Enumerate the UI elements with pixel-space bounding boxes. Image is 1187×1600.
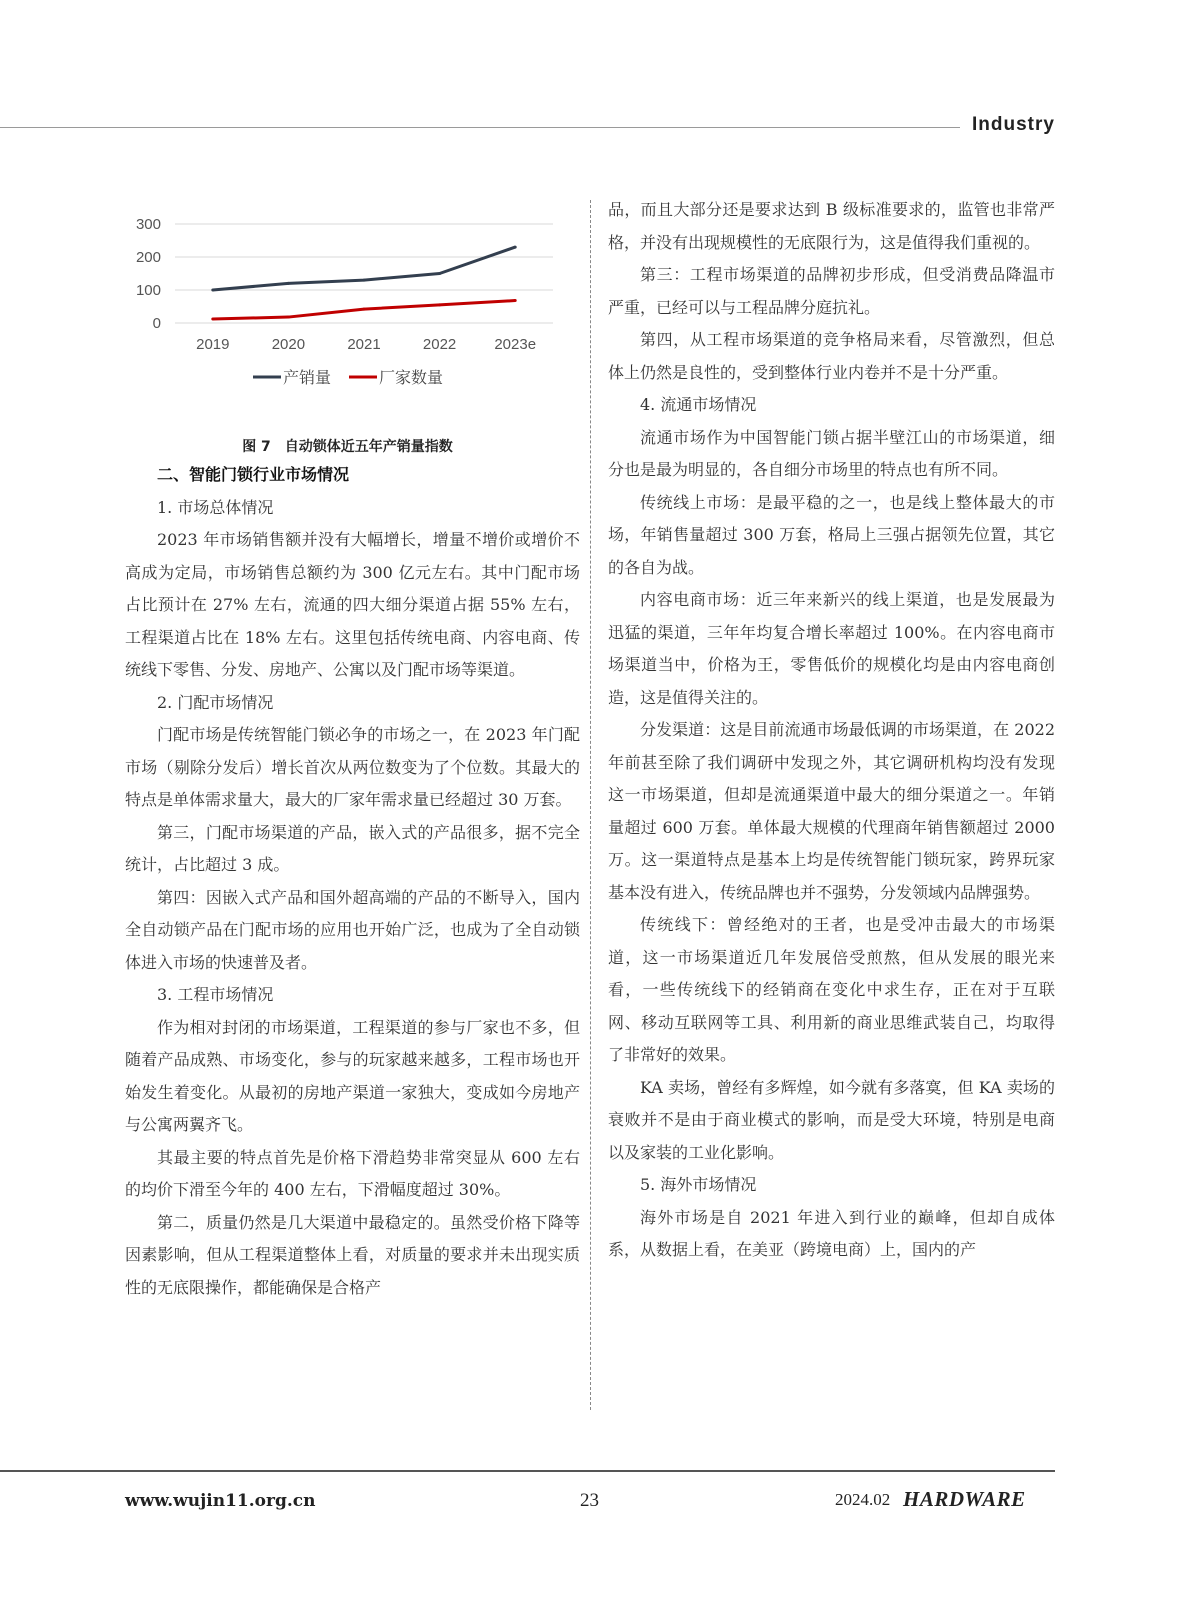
paragraph-continued: 品，而且大部分还是要求达到 B 级标准要求的，监管也非常严格，并没有出现规模性的无底限行为，这是值得我们重视的。	[608, 200, 1055, 252]
paragraph: 作为相对封闭的市场渠道，工程渠道的参与厂家也不多，但随着产品成熟、市场变化，参与的玩家越来越多，工程市场也开始发生着变化。从最初的房地产渠道一家独大，变成如今房地产与公寓两翼齐飞。	[125, 1017, 580, 1134]
footer-rule	[0, 1470, 1055, 1472]
data-point	[514, 246, 517, 249]
y-tick-label: 200	[135, 249, 161, 266]
issue-date: 2024.02	[835, 1490, 891, 1509]
y-tick-label: 100	[135, 282, 161, 299]
x-tick-label: 2022	[422, 336, 457, 353]
data-point	[287, 316, 290, 319]
y-tick-label: 300	[135, 216, 161, 233]
series-line	[213, 247, 515, 290]
section-label: Industry	[972, 114, 1055, 135]
page-number: 23	[580, 1490, 599, 1511]
sales-index-chart	[125, 212, 570, 412]
paragraph: 第三，门配市场渠道的产品，嵌入式的产品很多，据不完全统计，占比超过 3 成。	[125, 822, 580, 874]
data-point	[438, 272, 441, 275]
column-divider	[590, 200, 591, 1410]
left-column	[125, 459, 580, 1304]
paragraph: 门配市场是传统智能门锁必争的市场之一，在 2023 年门配市场（剔除分发后）增长首次从两位数变为了个位数。其最大的特点是单体需求量大，最大的厂家年需求量已经超过 30 万套。	[125, 725, 580, 809]
subsection-title-circulation: 4. 流通市场情况	[640, 395, 757, 414]
magazine-title: HARDWARE	[903, 1487, 1026, 1511]
x-tick-label: 2023e	[494, 336, 537, 353]
paragraph: 海外市场是自 2021 年进入到行业的巅峰，但却自成体系，从数据上看，在美亚（跨境电商）上，国内的产	[608, 1207, 1055, 1259]
right-column	[608, 194, 1055, 1267]
paragraph: KA 卖场，曾经有多辉煌，如今就有多落寞，但 KA 卖场的衰败并不是由于商业模式的影响，而是受大环境，特别是电商以及家装的工业化影响。	[608, 1077, 1055, 1162]
paragraph: 第三：工程市场渠道的品牌初步形成，但受消费品降温市严重，已经可以与工程品牌分庭抗礼。	[608, 265, 1055, 317]
paragraph: 2023 年市场销售额并没有大幅增长，增量不增价或增价不高成为定局，市场销售总额约为 300 亿元左右。其中门配市场占比预计在 27% 左右，流通的四大细分渠道占据 55% 左右，工程渠道占比在 18% 左右。这里包括传统电商、内容电商、传统线下零售、分发、房地产、公寓以及门配市场等渠道。	[125, 530, 580, 679]
legend-label: 产销量	[283, 368, 332, 387]
data-point	[438, 303, 441, 306]
data-point	[211, 289, 214, 292]
x-tick-label: 2020	[271, 336, 306, 353]
subsection-title-project: 3. 工程市场情况	[157, 985, 274, 1004]
y-tick-label: 0	[152, 315, 161, 332]
paragraph: 传统线上市场：是最平稳的之一，也是线上整体最大的市场，年销售量超过 300 万套，格局上三强占据领先位置，其它的各自为战。	[608, 492, 1055, 577]
footer-website: www.wujin11.org.cn	[125, 1491, 316, 1511]
paragraph: 传统线下：曾经绝对的王者，也是受冲击最大的市场渠道，这一市场渠道近几年发展倍受煎熬，但从发展的眼光来看，一些传统线下的经销商在变化中求生存，正在对于互联网、移动互联网等工具、利用新的商业思维武装自己，均取得了非常好的效果。	[608, 915, 1055, 1064]
header-rule	[0, 127, 960, 128]
data-point	[363, 308, 366, 311]
section-heading: 二、智能门锁行业市场情况	[157, 465, 350, 484]
data-point	[514, 299, 517, 302]
subsection-title-door: 2. 门配市场情况	[157, 692, 274, 712]
x-tick-label: 2019	[196, 336, 230, 353]
data-point	[363, 279, 366, 282]
figure-caption: 图 7 自动锁体近五年产销量指数	[242, 439, 453, 455]
paragraph: 其最主要的特点首先是价格下滑趋势非常突显从 600 左右的均价下滑至今年的 400 左右，下滑幅度超过 30%。	[125, 1147, 580, 1199]
paragraph: 第二，质量仍然是几大渠道中最稳定的。虽然受价格下降等因素影响，但从工程渠道整体上看，对质量的要求并未出现实质性的无底限操作，都能确保是合格产	[125, 1212, 580, 1297]
subsection-title-overseas: 5. 海外市场情况	[640, 1175, 757, 1194]
paragraph: 流通市场作为中国智能门锁占据半壁江山的市场渠道，细分也是最为明显的，各自细分市场里的特点也有所不同。	[608, 427, 1055, 479]
data-point	[211, 318, 214, 321]
data-point	[287, 282, 290, 285]
paragraph: 第四：因嵌入式产品和国外超高端的产品的不断导入，国内全自动锁产品在门配市场的应用也开始广泛，也成为了全自动锁体进入市场的快速普及者。	[125, 887, 580, 972]
paragraph: 内容电商市场：近三年来新兴的线上渠道，也是发展最为迅猛的渠道，三年年均复合增长率超过 100%。在内容电商市场渠道当中，价格为王，零售低价的规模化均是由内容电商创造，这是值得关注的。	[608, 590, 1055, 707]
subsection-title-overall: 1. 市场总体情况	[157, 497, 274, 517]
legend-label: 厂家数量	[379, 368, 444, 387]
paragraph: 第四，从工程市场渠道的竞争格局来看，尽管激烈，但总体上仍然是良性的，受到整体行业内卷并不是十分严重。	[608, 330, 1055, 382]
x-tick-label: 2021	[347, 336, 381, 353]
paragraph: 分发渠道：这是目前流通市场最低调的市场渠道，在 2022 年前甚至除了我们调研中发现之外，其它调研机构均没有发现这一市场渠道，但却是流通渠道中最大的细分渠道之一。年销量超过 600 万套。单体最大规模的代理商年销售额超过 2000 万。这一渠道特点是基本上均是传统智能门锁玩家，跨界玩家基本没有进入，传统品牌也并不强势，分发领域内品牌强势。	[608, 720, 1055, 902]
